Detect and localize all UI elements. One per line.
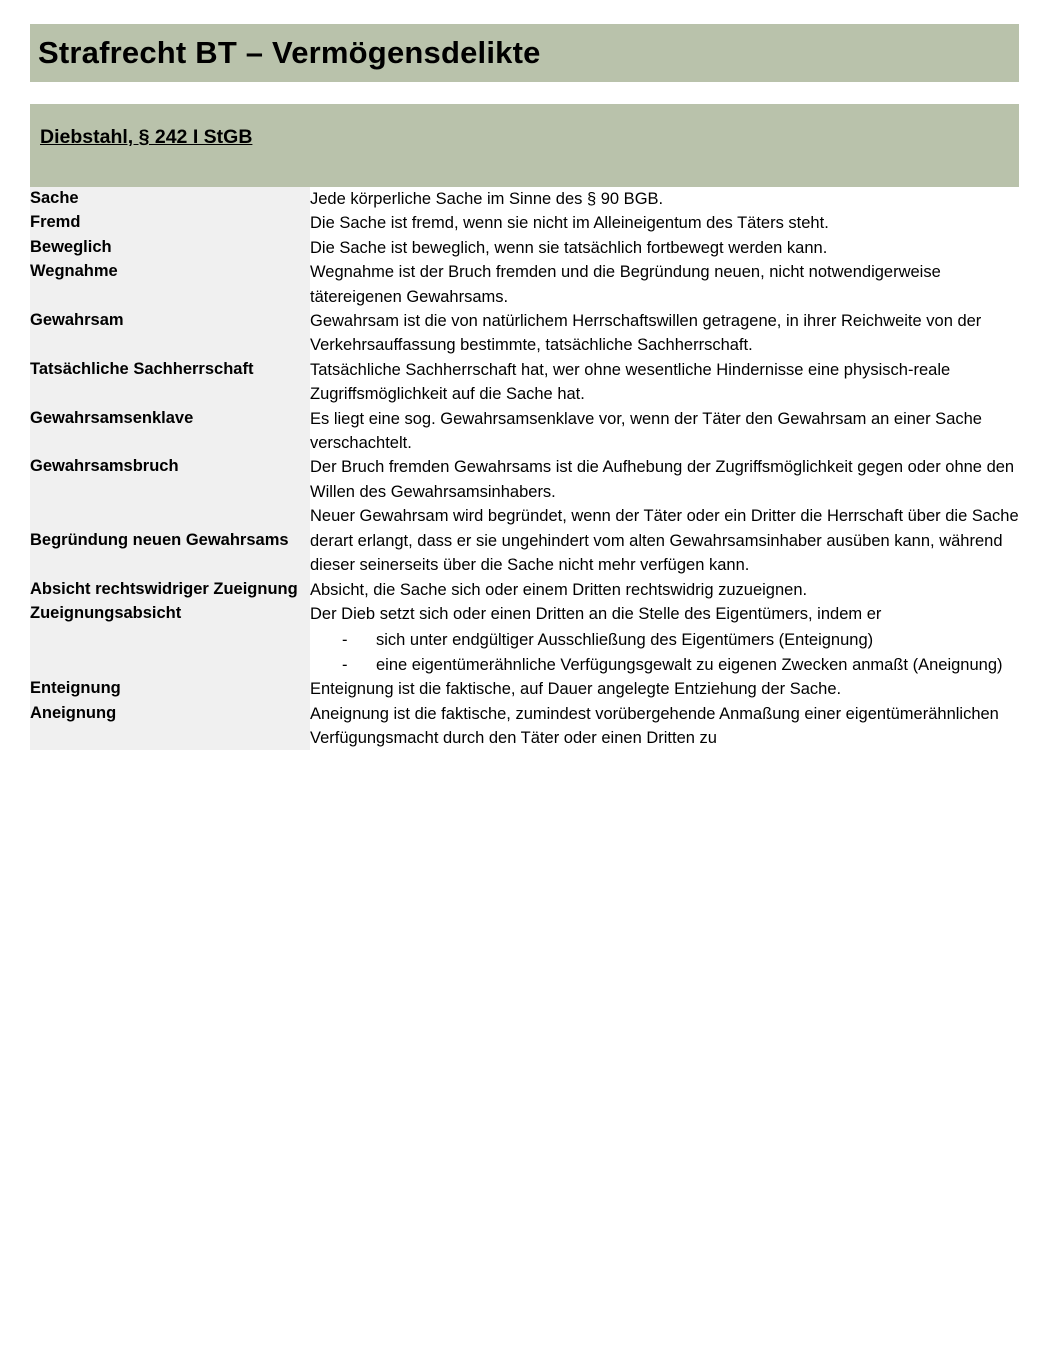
definition-text: Die Sache ist beweglich, wenn sie tatsächlich fortbewegt werden kann. [310,238,828,257]
page-title: Strafrecht BT – Vermögensdelikte [38,35,541,70]
definition-text: Neuer Gewahrsam wird begründet, wenn der Täter oder ein Dritter die Herrschaft über die Sache derart erlangt, dass er sie ungehindert vom alten Gewahrsamsinhaber ausüben kann, während dieser seinerseits über die Sache nicht mehr verfügen kann. [310,507,1019,575]
term-label: Gewahrsamsbruch [30,455,310,504]
list-item: - sich unter endgültiger Ausschließung des Eigentümers (Enteignung) [342,628,1019,652]
definition-cell [310,602,1019,677]
table-row [30,211,1019,235]
table-row [30,602,1019,677]
term-label: Aneignung [30,702,310,751]
table-row [30,407,1019,456]
term-label: Begründung neuen Gewahrsams [30,504,310,577]
term-label: Enteignung [30,677,310,701]
term-label: Wegnahme [30,260,310,309]
term-label: Beweglich [30,236,310,260]
table-row [30,702,1019,751]
definition-cell [310,309,1019,358]
definition-cell [310,260,1019,309]
document-page [0,24,1059,1348]
term-label: Gewahrsamsenklave [30,407,310,456]
definition-text: Aneignung ist die faktische, zumindest vorübergehende Anmaßung einer eigentümerähnlichen Verfügungsmacht durch den Täter oder einen Dritten zu [310,704,999,747]
definition-text: Absicht, die Sache sich oder einem Dritten rechtswidrig zuzueignen. [310,580,808,599]
definition-cell [310,677,1019,701]
definition-text: Wegnahme ist der Bruch fremden und die Begründung neuen, nicht notwendigerweise tätereigenen Gewahrsams. [310,263,941,306]
definition-bullet-list [310,628,1019,677]
table-row [30,504,1019,577]
table-row [30,358,1019,407]
section-header: Diebstahl, § 242 I StGB [40,126,253,148]
table-row [30,578,1019,602]
definition-text: Enteignung ist die faktische, auf Dauer angelegte Entziehung der Sache. [310,680,842,699]
term-label: Fremd [30,211,310,235]
definition-cell [310,455,1019,504]
definition-cell [310,236,1019,260]
term-label: Absicht rechtswidriger Zueignung [30,578,310,602]
term-label: Sache [30,187,310,211]
table-row [30,455,1019,504]
definition-cell [310,187,1019,211]
terms-table [30,187,1019,750]
list-item: - eine eigentümerähnliche Verfügungsgewalt zu eigenen Zwecken anmaßt (Aneignung) [342,653,1019,677]
table-row [30,236,1019,260]
definition-text: Die Sache ist fremd, wenn sie nicht im Alleineigentum des Täters steht. [310,214,829,233]
definition-cell [310,358,1019,407]
definition-text: Jede körperliche Sache im Sinne des § 90 BGB. [310,190,664,208]
definition-cell [310,211,1019,235]
term-label: Tatsächliche Sachherrschaft [30,358,310,407]
definition-text: Der Bruch fremden Gewahrsams ist die Aufhebung der Zugriffsmöglichkeit gegen oder ohne den Willen des Gewahrsamsinhabers. [310,458,1015,501]
term-label: Gewahrsam [30,309,310,358]
table-row [30,677,1019,701]
definition-cell [310,407,1019,456]
table-row [30,309,1019,358]
table-row [30,187,1019,211]
definition-text: Tatsächliche Sachherrschaft hat, wer ohne wesentliche Hindernisse eine physisch-reale Zugriffsmöglichkeit auf die Sache hat. [310,360,951,404]
definition-cell [310,578,1019,602]
table-row [30,260,1019,309]
definition-cell [310,504,1019,577]
definition-cell [310,702,1019,751]
section-header-bar [30,104,1019,187]
definition-text: Gewahrsam ist die von natürlichem Herrschaftswillen getragene, in ihrer Reichweite von der Verkehrsauffassung bestimmte, tatsächliche Sachherrschaft. [310,312,982,355]
definition-text: Es liegt eine sog. Gewahrsamsenklave vor, wenn der Täter den Gewahrsam an einer Sache verschachtelt. [310,409,982,453]
definition-text: Der Dieb setzt sich oder einen Dritten an die Stelle des Eigentümers, indem er [310,604,882,623]
term-label: Zueignungsabsicht [30,602,310,677]
document-title-bar [30,24,1019,82]
